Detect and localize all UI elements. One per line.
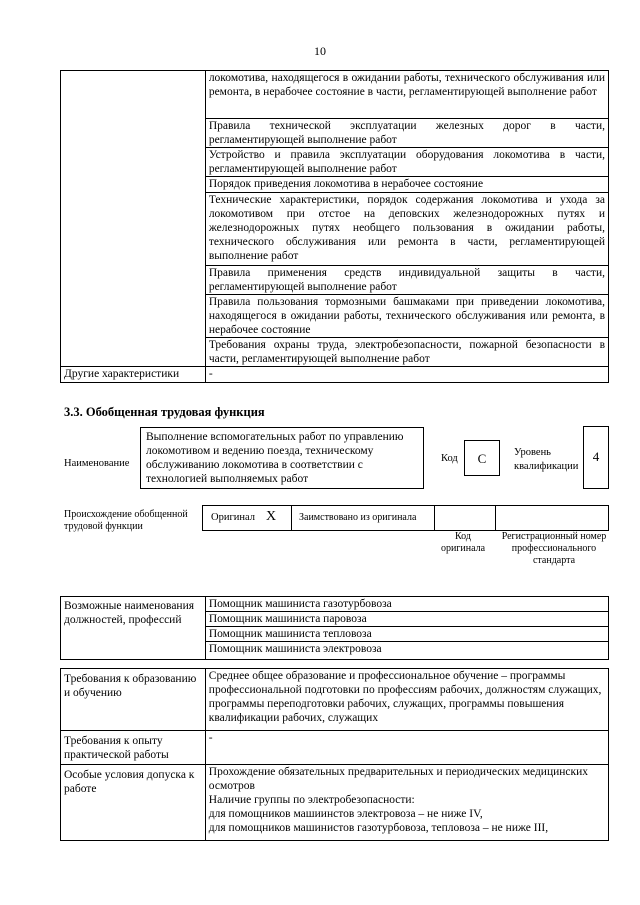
position-item: Помощник машиниста тепловоза [206,627,608,642]
positions-list [205,597,608,660]
special-line: для помощников машиинстов электровоза – не ниже IV, [208,808,483,820]
kod-original-caption: Код оригинала [440,531,486,554]
positions-label: Возможные наименования должностей, профессий [61,597,206,660]
divider [495,506,496,530]
naimenovanie-label: Наименование [64,458,130,469]
kod-value-box: C [464,440,500,476]
positions-table [60,596,609,660]
position-item: Помощник машиниста газотурбовоза [206,597,608,612]
position-item: Помощник машиниста паровоза [206,612,608,627]
kod-label: Код [441,453,458,464]
special-line: Наличие группы по электробезопасности: [208,794,415,806]
function-name-box: Выполнение вспомогательных работ по управлению локомотивом и ведению поезда, техническому обслуживанию локомотива в соответствии с технологией выполняемых работ [140,427,424,489]
special-line: Прохождение обязательных предварительных и периодических медицинских осмотров [208,766,589,792]
knowledge-table [60,70,609,383]
original-label: Оригинал [211,512,255,523]
knowledge-item: Правила технической эксплуатации железных дорог в части, регламентирующей выполнение работ [205,119,608,148]
level-value-box: 4 [583,426,609,489]
origin-label: Происхождение обобщенной трудовой функции [64,509,188,532]
divider [291,506,292,530]
experience-label: Требования к опыту практической работы [61,731,206,765]
empty-label-cell [61,71,206,367]
special-line: для помощников машинистов газотурбовоза, тепловоза – не ниже III, [208,822,549,834]
knowledge-item: Требования охраны труда, электробезопасности, пожарной безопасности в части, регламентирующей выполнение работ [205,338,608,367]
knowledge-item: локомотива, находящегося в ожидании работы, технического обслуживания или ремонта, в нерабочее состояние в части, регламентирующей выполнение работ [205,71,608,119]
borrowed-label: Заимствовано из оригинала [299,512,417,523]
knowledge-item: Устройство и правила эксплуатации оборудования локомотива в части, регламентирующей выполнение работ [205,148,608,177]
special-conditions-label: Особые условия допуска к работе [61,765,206,841]
knowledge-item: Правила применения средств индивидуальной защиты в части, регламентирующей выполнение работ [205,266,608,295]
special-conditions-value [205,765,608,841]
section-title: 3.3. Обобщенная трудовая функция [64,405,265,419]
page-number: 10 [314,44,326,58]
requirements-table [60,668,609,841]
position-item: Помощник машиниста электровоза [208,643,382,655]
other-characteristics-label: Другие характеристики [61,367,206,383]
experience-value: - [205,731,608,765]
knowledge-item: Технические характеристики, порядок содержания локомотива и ухода за локомотивом при отстое на деповских железнодорожных путях и железнодорожных путях необщего пользования в ожидании работы, технического обслуживания или ремонта в части, регламентирующей выполнение работ [205,193,608,266]
reg-number-caption: Регистрационный номер профессионального стандарта [501,531,607,566]
knowledge-item: Порядок приведения локомотива в нерабочее состояние [205,177,608,193]
education-label: Требования к образованию и обучению [61,669,206,731]
knowledge-item: Правила пользования тормозными башмаками при приведении локомотива, находящегося в ожидании работы, технического обслуживания или ремонта, в нерабочее состояние [205,295,608,338]
education-value: Среднее общее образование и профессиональное обучение – программы профессиональной подготовки по профессиям рабочих, должностям служащих, программы переподготовки рабочих, служащих, программы повышения квалификации рабочих, служащих [205,669,608,731]
original-mark: X [266,509,277,524]
other-characteristics-value: - [205,367,608,383]
divider [434,506,435,530]
origin-row [202,505,609,531]
level-label: Уровень квалификации [514,447,579,472]
